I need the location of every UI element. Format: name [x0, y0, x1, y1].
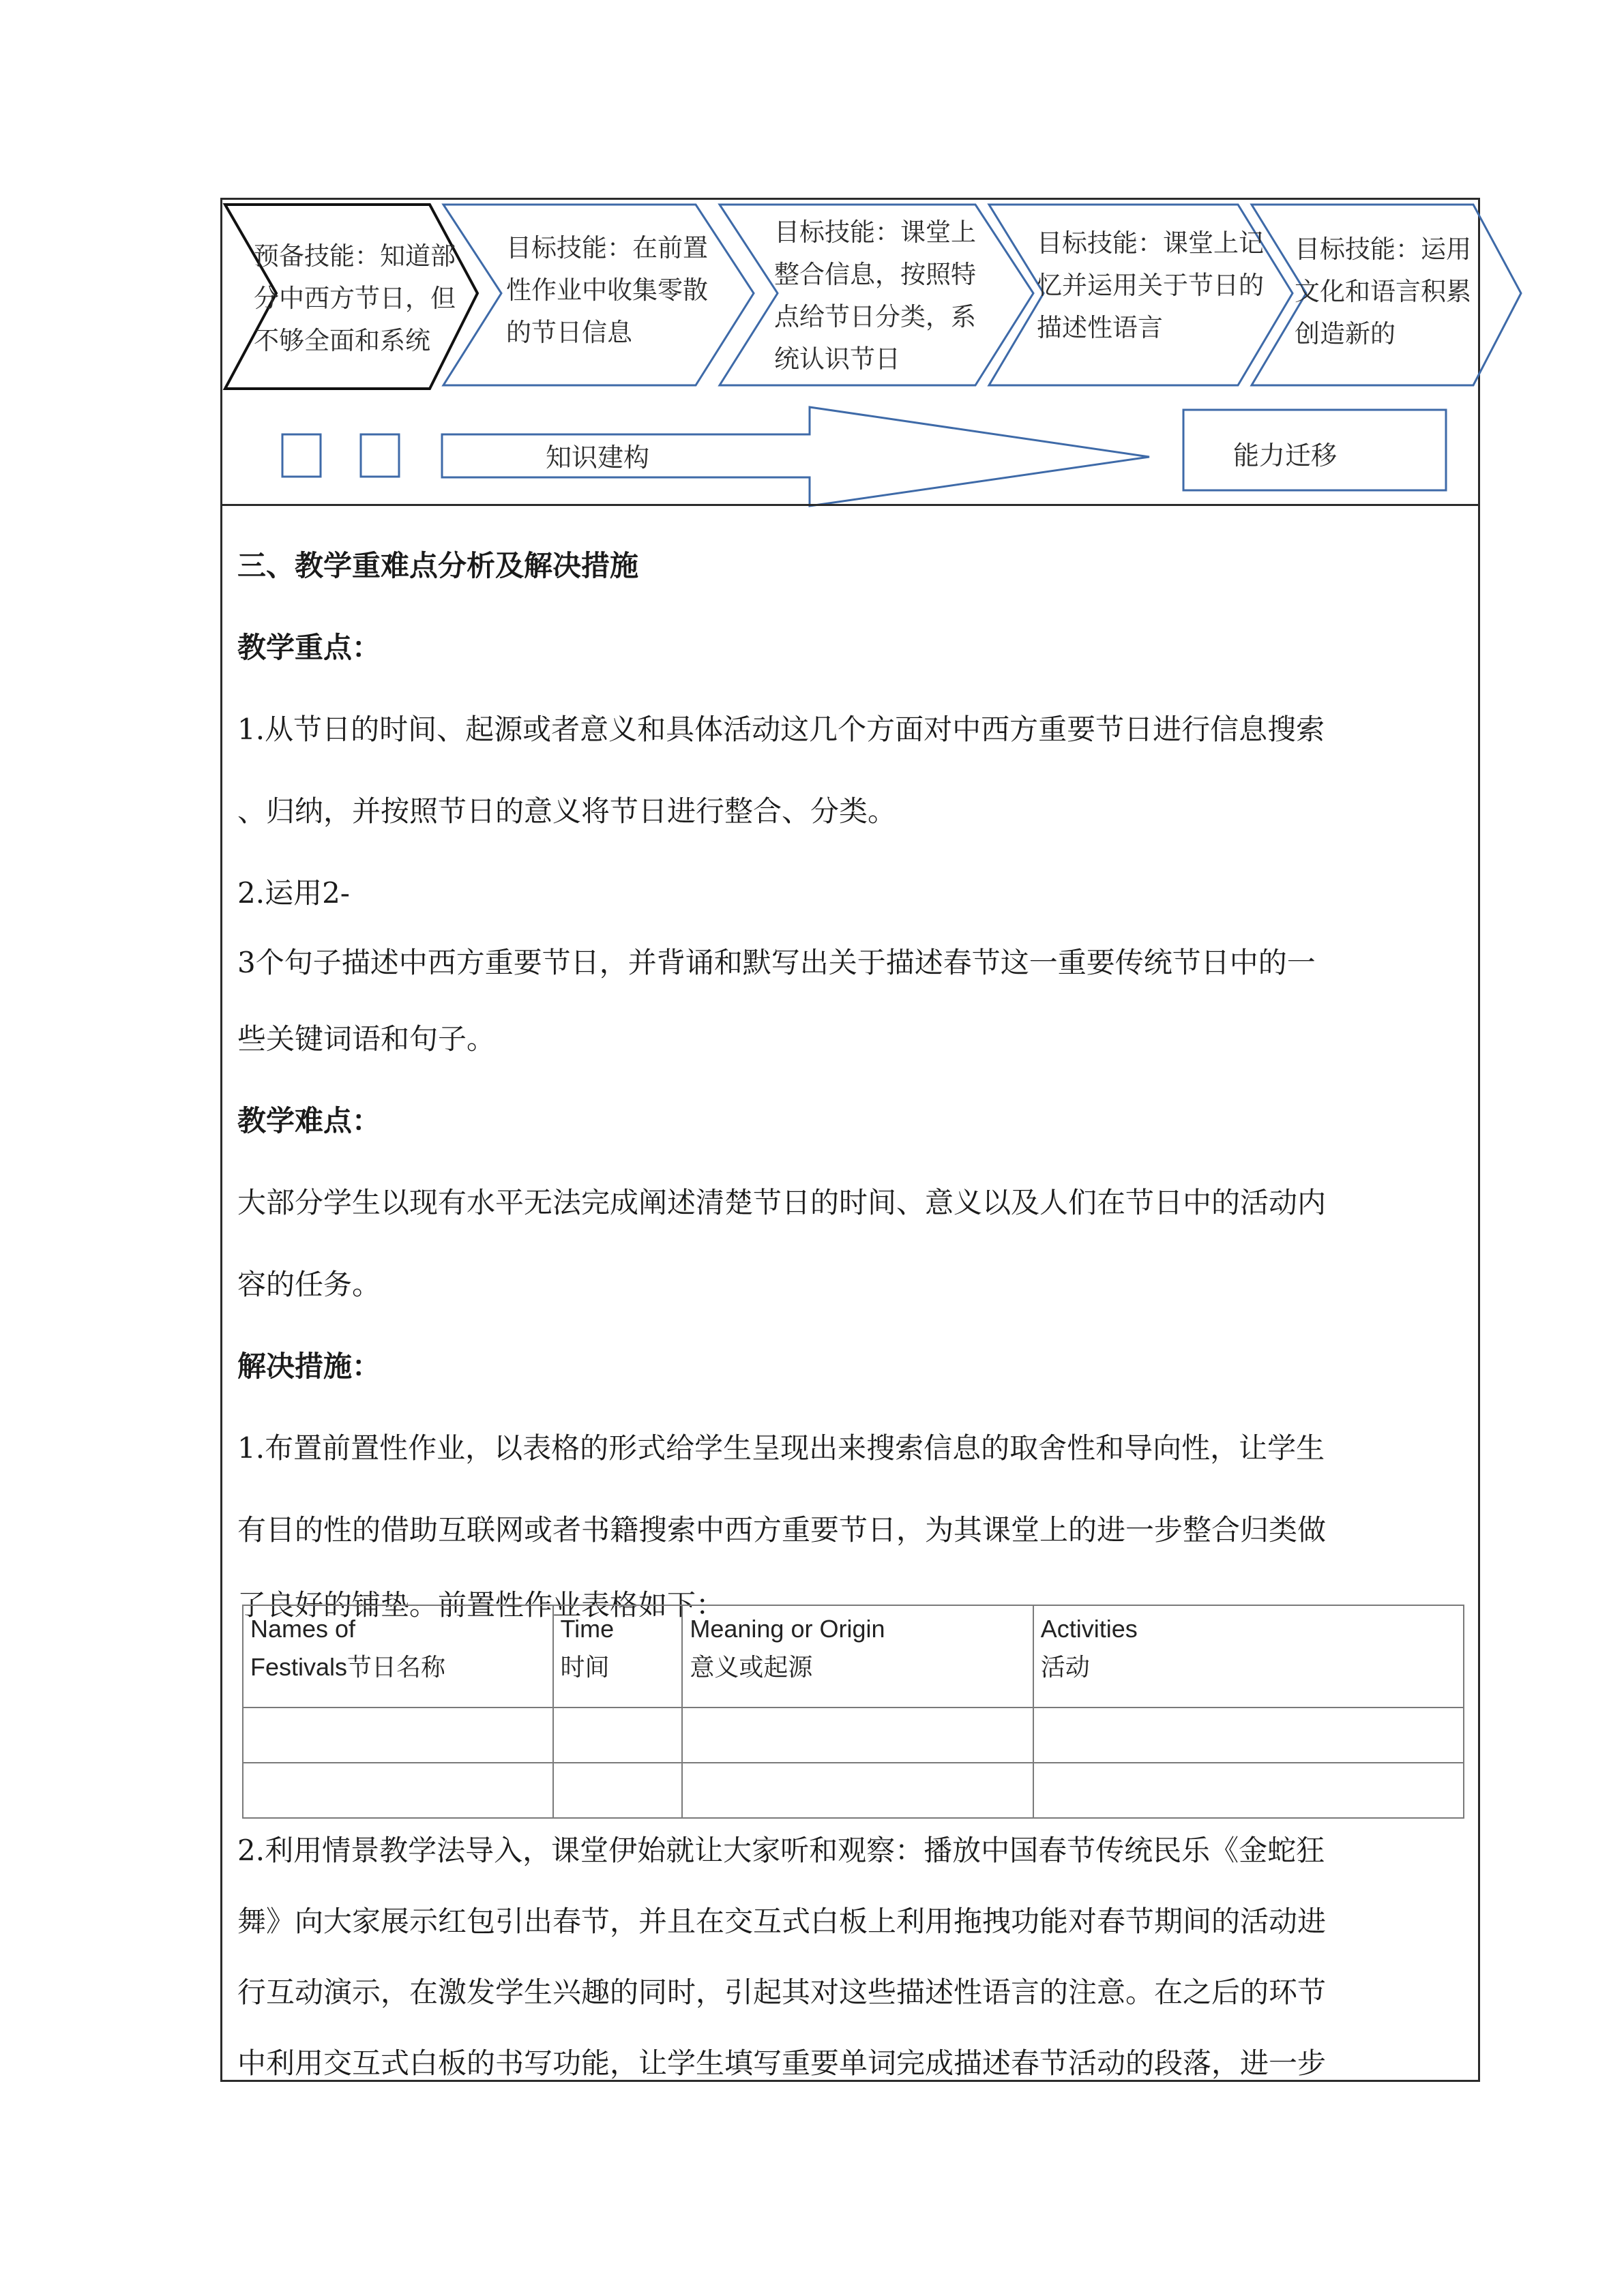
header-time-cn: 时间: [560, 1653, 610, 1681]
header-activities-en: Activities: [1040, 1615, 1138, 1643]
section-divider: [220, 504, 1480, 506]
focus-2-line-2: 3个句子描述中西方重要节日，并背诵和默写出关于描述春节这一重要传统节日中的一: [237, 946, 1316, 979]
measure-2-line-2: 舞》向大家展示红包引出春节，并且在交互式白板上利用拖拽功能对春节期间的活动进: [237, 1905, 1327, 1938]
measure-2-line-1: 2.利用情景教学法导入，课堂伊始就让大家听和观察：播放中国春节传统民乐《金蛇狂: [237, 1834, 1325, 1867]
measure-2-line-4: 中利用交互式白板的书写功能，让学生填写重要单词完成描述春节活动的段落，进一步: [237, 2046, 1327, 2080]
header-festival-cn: 节日名称: [347, 1653, 446, 1681]
focus-heading: 教学重点：: [237, 631, 381, 664]
measure-1-line-1: 1.布置前置性作业，以表格的形式给学生呈现出来搜索信息的取舍性和导向性，让学生: [237, 1431, 1325, 1465]
checkbox-1: [282, 434, 321, 477]
table-cell[interactable]: [1033, 1763, 1464, 1818]
table-cell[interactable]: [553, 1763, 683, 1818]
header-festival-name: [243, 1605, 553, 1708]
measure-1-line-2: 有目的性的借助互联网或者书籍搜索中西方重要节日，为其课堂上的进一步整合归类做: [237, 1513, 1327, 1547]
section-content: [237, 525, 1465, 1639]
prework-table: [242, 1605, 1464, 1819]
header-meaning-en: Meaning or Origin: [690, 1615, 885, 1643]
knowledge-construction-label: 知识建构: [546, 443, 650, 473]
header-time: [553, 1605, 683, 1708]
header-meaning-cn: 意义或起源: [690, 1653, 813, 1681]
table-cell[interactable]: [682, 1763, 1033, 1818]
measure-2-line-3: 行互动演示，在激发学生兴趣的同时，引起其对这些描述性语言的注意。在之后的环节: [237, 1976, 1327, 2009]
table-cell[interactable]: [243, 1763, 553, 1818]
prerequisite-skill-text: 预备技能：知道部分中西方节日，但不够全面和系统: [254, 241, 456, 355]
header-festival-en-2: Festivals: [250, 1653, 348, 1681]
header-meaning: [682, 1605, 1033, 1708]
checkbox-2: [361, 434, 399, 477]
difficulty-heading: 教学难点：: [237, 1104, 381, 1137]
focus-2-line-1: 2.运用2-: [237, 876, 350, 910]
difficulty-line-2: 容的任务。: [237, 1268, 381, 1301]
focus-2-line-3: 些关键词语和句子。: [237, 1022, 496, 1056]
header-time-en: Time: [560, 1615, 615, 1643]
measure-1-line-3: 了良好的铺垫。前置性作业表格如下：: [237, 1588, 725, 1622]
table-row: [243, 1763, 1464, 1818]
focus-1-line-1: 1.从节日的时间、起源或者意义和具体活动这几个方面对中西方重要节日进行信息搜索: [237, 713, 1325, 746]
table-cell[interactable]: [682, 1708, 1033, 1763]
table-header-row: [243, 1605, 1464, 1708]
ability-transfer-label: 能力迁移: [1233, 441, 1338, 471]
target-skill-4-text: 目标技能：运用文化和语言积累创造新的: [1295, 235, 1471, 348]
target-skill-1-text: 目标技能：在前置性作业中收集零散的节日信息: [506, 233, 708, 347]
table-row: [243, 1708, 1464, 1763]
focus-1-line-2: 、归纳，并按照节日的意义将节日进行整合、分类。: [237, 794, 897, 828]
measures-heading: 解决措施：: [237, 1350, 381, 1383]
section-title: 三、教学重难点分析及解决措施: [237, 549, 639, 582]
target-skill-3-text: 目标技能：课堂上记忆并运用关于节日的描述性语言: [1037, 228, 1264, 342]
table-cell[interactable]: [1033, 1708, 1464, 1763]
difficulty-line-1: 大部分学生以现有水平无法完成阐述清楚节日的时间、意义以及人们在节日中的活动内: [237, 1186, 1327, 1219]
header-activities-cn: 活动: [1040, 1653, 1090, 1681]
table-cell[interactable]: [243, 1708, 553, 1763]
target-skill-2-text: 目标技能：课堂上整合信息，按照特点给节日分类，系统认识节日: [774, 218, 976, 374]
header-festival-en: Names of: [250, 1615, 356, 1643]
header-activities: [1033, 1605, 1464, 1708]
measure-2-block: [237, 1815, 1465, 2099]
table-cell[interactable]: [553, 1708, 683, 1763]
